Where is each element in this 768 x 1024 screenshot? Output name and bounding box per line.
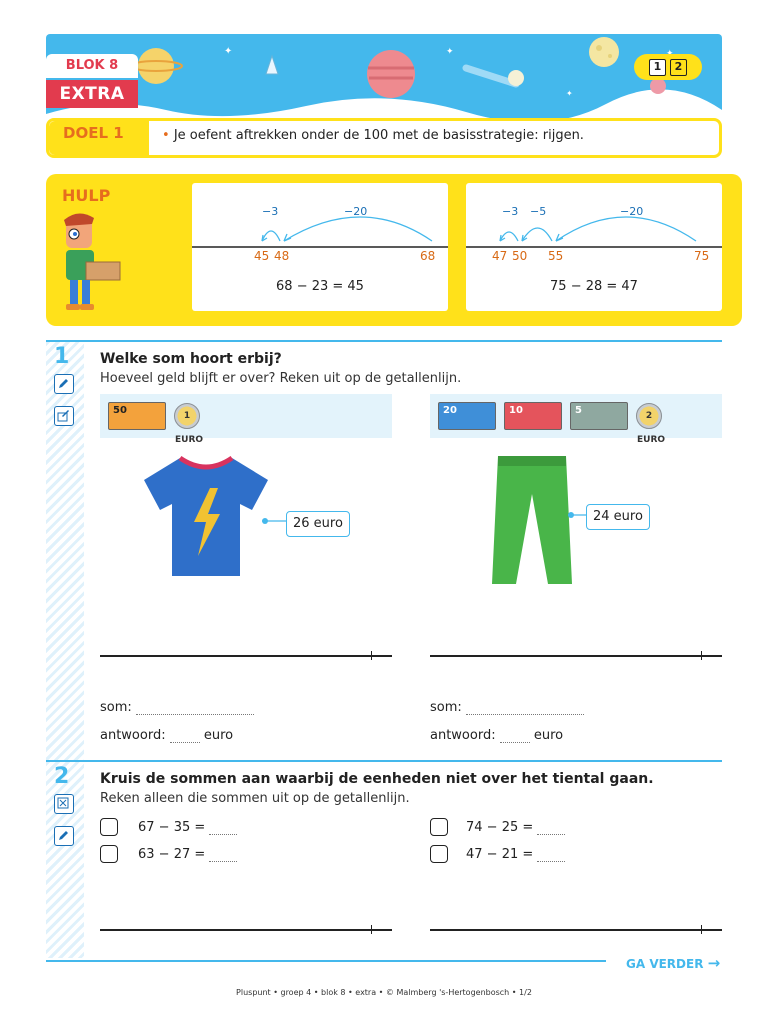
blok-label: BLOK 8 [46,54,138,78]
coin-1-euro-icon: 1 EURO [174,403,200,429]
jump-label: −20 [620,205,644,218]
sum-text: 67 − 35 = [138,820,206,835]
example-equation: 68 − 23 = 45 [276,279,364,294]
number-line-writing[interactable] [100,929,392,931]
antwoord-label: antwoord: [100,728,166,743]
svg-text:✦: ✦ [566,89,573,98]
planet-small-icon [650,78,666,94]
footer-credits: Pluspunt • groep 4 • blok 8 • extra • © Malmberg 's-Hertogenbosch • 1/2 [236,988,532,997]
ga-verder-link[interactable] [626,954,720,972]
antwoord-answer-field[interactable] [170,731,200,743]
task1-number: 1 [54,344,70,369]
sum-row [466,820,565,835]
som-answer-field[interactable] [136,703,254,715]
pants-icon [490,454,574,588]
banknote-5-icon: 5 [570,402,628,430]
point-label: 45 [254,249,270,263]
boy-with-box-icon [52,210,142,314]
rocket-icon [266,56,278,74]
doel-description: Je oefent aftrekken onder de 100 met de basisstrategie: rijgen. [173,128,584,143]
level-1-badge: 1 [649,59,666,76]
pencil-icon [54,826,74,846]
doel-text [162,128,584,143]
section-divider [46,340,722,342]
task1-sidebar [46,342,84,760]
sum-checkbox[interactable] [100,818,118,836]
som-label: som: [430,700,462,715]
hulp-example-1 [192,183,448,311]
hulp-label: HULP [62,186,111,205]
som-answer-field[interactable] [466,703,584,715]
sum-checkbox[interactable] [100,845,118,863]
sum-text: 74 − 25 = [466,820,534,835]
task2-number: 2 [54,764,70,789]
svg-text:✦: ✦ [224,46,233,57]
som-left [100,700,254,715]
point-label: 50 [512,249,528,263]
sum-answer-field[interactable] [209,850,237,862]
level-indicator [634,54,702,80]
sum-row [138,820,237,835]
point-label: 55 [548,249,564,263]
comet-icon [508,70,524,86]
coin-2-euro-icon: 2 EURO [636,403,662,429]
task1-title: Welke som hoort erbij? [100,351,282,367]
antwoord-answer-field[interactable] [500,731,530,743]
task2-subtitle: Reken alleen die sommen uit op de getallenlijn. [100,791,410,806]
sum-row [138,847,237,862]
task1-subtitle: Hoeveel geld blijft er over? Reken uit op de getallenlijn. [100,371,462,386]
money-right [430,394,722,445]
level-2-badge: 2 [670,59,687,76]
pencil-icon [54,374,74,394]
antwoord-right [430,728,563,743]
number-line-writing[interactable] [100,655,392,657]
edit-note-icon [54,406,74,426]
sum-text: 63 − 27 = [138,847,206,862]
antwoord-label: antwoord: [430,728,496,743]
planet-pink-icon [367,50,415,98]
point-label: 47 [492,249,508,263]
jump-label: −20 [344,205,368,218]
jump-label: −5 [530,205,547,218]
pants-price-tag: 24 euro [586,504,650,530]
banknote-10-icon: 10 [504,402,562,430]
sum-text: 47 − 21 = [466,847,534,862]
point-label: 75 [694,249,710,263]
number-line-writing[interactable] [430,655,722,657]
sum-row [466,847,565,862]
sum-answer-field[interactable] [537,850,565,862]
svg-text:✦: ✦ [446,47,454,57]
point-label: 68 [420,249,436,263]
ga-verder-label: GA VERDER [626,957,704,971]
tshirt-icon [136,452,276,582]
doel-label: DOEL 1 [49,121,149,155]
jump-label: −3 [262,205,279,218]
unit-label: euro [533,728,564,743]
sum-checkbox[interactable] [430,845,448,863]
planet-yellow-icon [138,48,174,84]
checkbox-cross-icon [54,794,74,814]
sum-answer-field[interactable] [537,823,565,835]
hulp-example-2 [466,183,722,311]
banknote-20-icon: 20 [438,402,496,430]
example-equation: 75 − 28 = 47 [550,279,638,294]
som-label: som: [100,700,132,715]
antwoord-left [100,728,233,743]
task2-title: Kruis de sommen aan waarbij de eenheden niet over het tiental gaan. [100,771,654,787]
section-divider [46,760,722,762]
moon-icon [589,37,619,67]
sum-checkbox[interactable] [430,818,448,836]
point-label: 48 [274,249,290,263]
doel-bullet: • [162,128,170,143]
footer-divider [46,960,606,962]
jump-label: −3 [502,205,519,218]
number-line-writing[interactable] [430,929,722,931]
sum-answer-field[interactable] [209,823,237,835]
task2-sidebar [46,762,84,958]
extra-label: EXTRA [46,80,138,108]
arrow-right-icon: → [707,954,721,972]
money-left [100,394,392,445]
banknote-50-icon: 50 [108,402,166,430]
unit-label: euro [203,728,234,743]
som-right [430,700,584,715]
tshirt-price-tag: 26 euro [286,511,350,537]
